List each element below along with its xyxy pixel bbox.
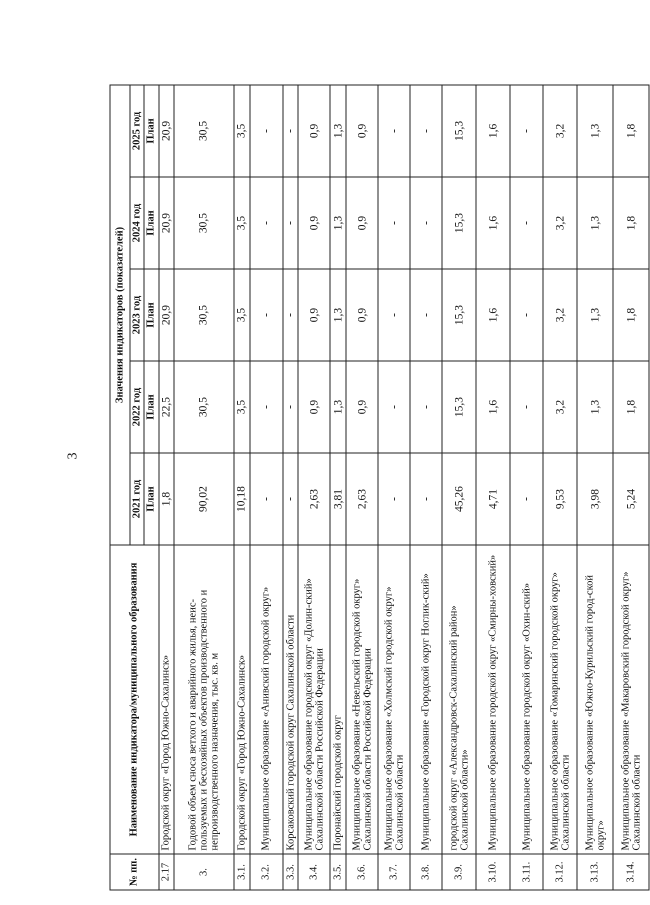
value-2023: 1,8 <box>613 269 649 361</box>
value-2021: - <box>510 453 543 545</box>
value-2021: - <box>410 453 442 545</box>
value-2023: 1,3 <box>577 269 613 361</box>
value-2021: - <box>378 453 410 545</box>
row-number: 3.12. <box>543 854 577 890</box>
row-number: 3.8. <box>410 854 442 890</box>
value-2024: 1,6 <box>476 177 510 269</box>
header-year-2021: 2021 год <box>130 453 144 545</box>
row-number: 3.13. <box>577 854 613 890</box>
row-number: 2.17 <box>159 854 174 890</box>
value-2021: 1,8 <box>159 453 174 545</box>
value-2023: 0,9 <box>298 269 330 361</box>
value-2024: - <box>283 177 298 269</box>
value-2023: - <box>283 269 298 361</box>
header-name: Наименование индикатора/муниципального образования <box>110 545 159 854</box>
table-row <box>543 85 577 890</box>
value-2021: 3,81 <box>330 453 346 545</box>
row-name: Муниципальное образование «Невельский городской округ» Сахалинской области Российской Федерации <box>346 545 378 854</box>
value-2024: - <box>410 177 442 269</box>
table-row <box>159 85 174 890</box>
value-2023: - <box>510 269 543 361</box>
value-2021: 4,71 <box>476 453 510 545</box>
row-name: Муниципальное образование городской округ «Охин-ский» <box>510 545 543 854</box>
value-2025: 1,8 <box>613 85 649 177</box>
value-2025: 1,6 <box>476 85 510 177</box>
row-name: Городской округ «Город Южно-Сахалинск» <box>159 545 174 854</box>
table-row <box>613 85 649 890</box>
row-name: Муниципальное образование «Томаринский городской округ» Сахалинской области <box>543 545 577 854</box>
row-number: 3.14. <box>613 854 649 890</box>
value-2021: 2,63 <box>298 453 330 545</box>
value-2024: 1,3 <box>577 177 613 269</box>
row-name: Муниципальное образование городской округ «Смирны-ховский» <box>476 545 510 854</box>
table-row <box>510 85 543 890</box>
value-2023: - <box>410 269 442 361</box>
value-2024: 0,9 <box>298 177 330 269</box>
value-2022: 1,3 <box>330 361 346 453</box>
value-2022: 3,5 <box>234 361 250 453</box>
header-plan: План <box>144 361 158 453</box>
value-2021: - <box>250 453 283 545</box>
row-name: Поронайский городской округ <box>330 545 346 854</box>
value-2025: 1,3 <box>330 85 346 177</box>
row-name: Годовой объем сноса ветхого и аварийного жилья, неис-пользуемых и бесхозяйных объектов производственного и непроизводственного назначения, тыс. кв. м <box>174 545 234 854</box>
value-2023: 1,6 <box>476 269 510 361</box>
row-name: Муниципальное образование «Южно-Курильский город-ской округ» <box>577 545 613 854</box>
value-2022: - <box>283 361 298 453</box>
value-2024: 15,3 <box>442 177 476 269</box>
value-2025: 0,9 <box>346 85 378 177</box>
row-number: 3.10. <box>476 854 510 890</box>
header-values-group: Значения индикаторов (показателей) <box>110 85 130 545</box>
value-2021: 2,63 <box>346 453 378 545</box>
value-2023: 1,3 <box>330 269 346 361</box>
row-name: городской округ «Александровск-Сахалинский район» Сахалинской области» <box>442 545 476 854</box>
header-year-2024: 2024 год <box>130 177 144 269</box>
value-2023: 3,2 <box>543 269 577 361</box>
value-2024: 0,9 <box>346 177 378 269</box>
value-2025: 30,5 <box>174 85 234 177</box>
row-number: 3.11. <box>510 854 543 890</box>
value-2024: 30,5 <box>174 177 234 269</box>
header-year-2023: 2023 год <box>130 269 144 361</box>
value-2022: 1,6 <box>476 361 510 453</box>
row-name: Муниципальное образование «Городской округ Ноглик-ский» <box>410 545 442 854</box>
table-row <box>410 85 442 890</box>
table-row <box>330 85 346 890</box>
value-2024: 1,3 <box>330 177 346 269</box>
value-2021: 3,98 <box>577 453 613 545</box>
value-2022: 1,8 <box>613 361 649 453</box>
table-row <box>378 85 410 890</box>
value-2022: 0,9 <box>346 361 378 453</box>
row-number: 3.7. <box>378 854 410 890</box>
row-number: 3.5. <box>330 854 346 890</box>
table-row <box>442 85 476 890</box>
rotated-table-container <box>110 86 643 891</box>
value-2025: - <box>250 85 283 177</box>
row-number: 3.4. <box>298 854 330 890</box>
value-2023: - <box>378 269 410 361</box>
value-2024: 20,9 <box>159 177 174 269</box>
page-number: 3 <box>65 452 81 460</box>
value-2025: 0,9 <box>298 85 330 177</box>
value-2024: - <box>250 177 283 269</box>
table-row <box>234 85 250 890</box>
header-plan: План <box>144 269 158 361</box>
value-2023: 0,9 <box>346 269 378 361</box>
row-name: Корсаковский городской округ Сахалинской области <box>283 545 298 854</box>
value-2021: - <box>283 453 298 545</box>
value-2023: 30,5 <box>174 269 234 361</box>
value-2025: 20,9 <box>159 85 174 177</box>
header-year-2022: 2022 год <box>130 361 144 453</box>
table-row <box>250 85 283 890</box>
value-2023: 3,5 <box>234 269 250 361</box>
value-2023: - <box>250 269 283 361</box>
row-name: Городской округ «Город Южно-Сахалинск» <box>234 545 250 854</box>
value-2022: 30,5 <box>174 361 234 453</box>
value-2023: 20,9 <box>159 269 174 361</box>
row-number: 3.3. <box>283 854 298 890</box>
value-2022: - <box>250 361 283 453</box>
value-2024: 3,5 <box>234 177 250 269</box>
value-2024: - <box>378 177 410 269</box>
value-2024: 1,8 <box>613 177 649 269</box>
value-2025: - <box>283 85 298 177</box>
header-year-2025: 2025 год <box>130 85 144 177</box>
value-2022: - <box>510 361 543 453</box>
indicators-table <box>110 84 650 890</box>
value-2025: 3,2 <box>543 85 577 177</box>
value-2023: 15,3 <box>442 269 476 361</box>
row-name: Муниципальное образование «Анивский городской округ» <box>250 545 283 854</box>
value-2022: 15,3 <box>442 361 476 453</box>
table-row <box>298 85 330 890</box>
row-number: 3.2. <box>250 854 283 890</box>
value-2021: 90,02 <box>174 453 234 545</box>
table-row <box>174 85 234 890</box>
value-2025: 15,3 <box>442 85 476 177</box>
row-number: 3.9. <box>442 854 476 890</box>
row-number: 3.6. <box>346 854 378 890</box>
value-2021: 10,18 <box>234 453 250 545</box>
header-plan: План <box>144 85 158 177</box>
value-2025: 1,3 <box>577 85 613 177</box>
table-row <box>283 85 298 890</box>
value-2024: 3,2 <box>543 177 577 269</box>
value-2025: 3,5 <box>234 85 250 177</box>
table-row <box>476 85 510 890</box>
value-2024: - <box>510 177 543 269</box>
value-2025: - <box>410 85 442 177</box>
value-2025: - <box>378 85 410 177</box>
value-2021: 9,53 <box>543 453 577 545</box>
value-2022: 1,3 <box>577 361 613 453</box>
table-row <box>346 85 378 890</box>
value-2022: 0,9 <box>298 361 330 453</box>
header-plan: План <box>144 453 158 545</box>
value-2022: 22,5 <box>159 361 174 453</box>
value-2022: 3,2 <box>543 361 577 453</box>
row-name: Муниципальное образование «Макаровский городской округ» Сахалинской области <box>613 545 649 854</box>
row-number: 3.1. <box>234 854 250 890</box>
row-name: Муниципальное образование городской округ «Долин-ский» Сахалинской области Российской Федерации <box>298 545 330 854</box>
header-number: № пп. <box>110 854 159 890</box>
value-2021: 45,26 <box>442 453 476 545</box>
value-2025: - <box>510 85 543 177</box>
row-number: 3. <box>174 854 234 890</box>
table-row <box>577 85 613 890</box>
value-2022: - <box>410 361 442 453</box>
value-2021: 5,24 <box>613 453 649 545</box>
header-plan: План <box>144 177 158 269</box>
row-name: Муниципальное образование «Холмский городской округ» Сахалинской области <box>378 545 410 854</box>
value-2022: - <box>378 361 410 453</box>
